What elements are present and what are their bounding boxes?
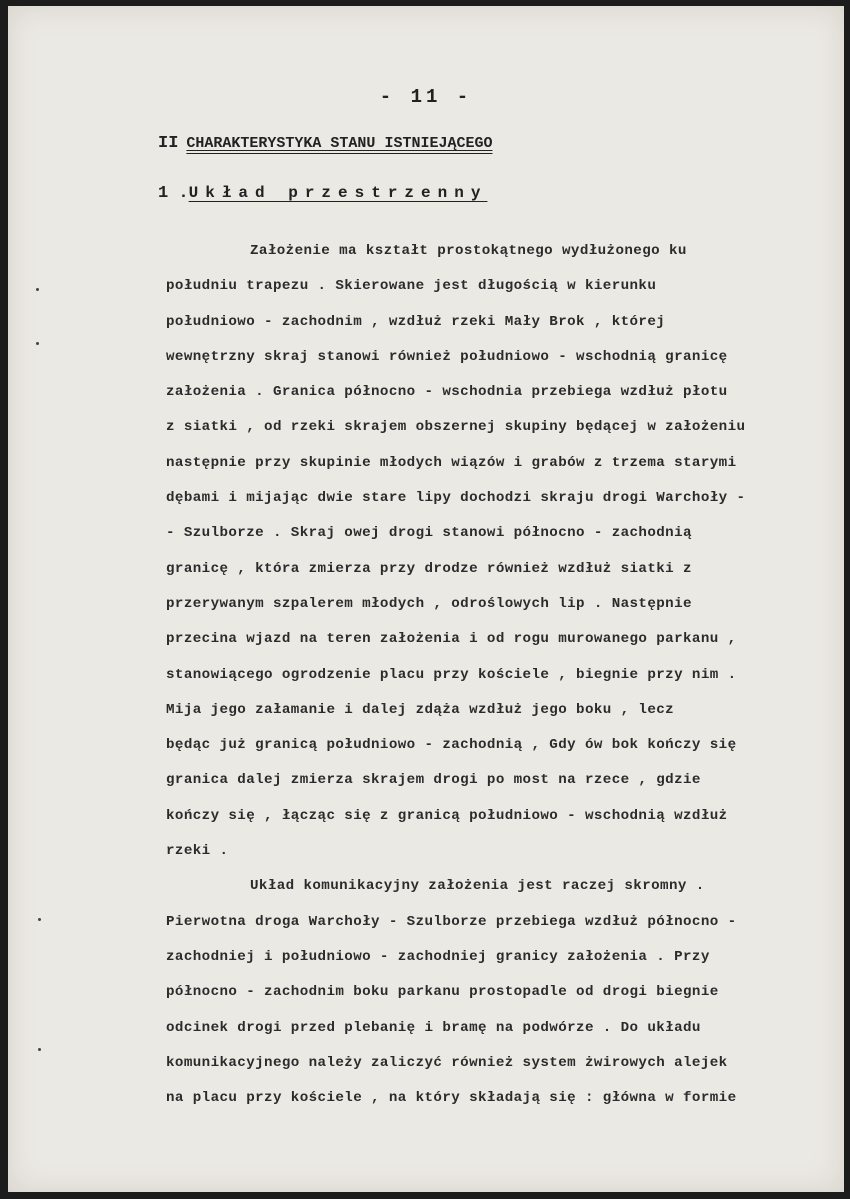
paragraph-2-line: zachodniej i południowo - zachodniej granicy założenia . Przy bbox=[166, 948, 710, 965]
document-page bbox=[8, 6, 844, 1192]
margin-dot-mark bbox=[36, 288, 39, 291]
section-number: II bbox=[158, 134, 179, 153]
paragraph-1-line: południowo - zachodnim , wzdłuż rzeki Mały Brok , której bbox=[166, 313, 666, 330]
paragraph-1-line: założenia . Granica północno - wschodnia przebiega wzdłuż płotu bbox=[166, 384, 728, 401]
paragraph-1-line: granicę , która zmierza przy drodze również wzdłuż siatki z bbox=[166, 560, 692, 577]
paragraph-2-line: odcinek drogi przed plebanię i bramę na podwórze . Do układu bbox=[166, 1019, 701, 1036]
section-heading bbox=[158, 134, 492, 153]
margin-dot-mark bbox=[38, 1048, 41, 1051]
paragraph-2-line: północno - zachodnim boku parkanu prostopadle od drogi biegnie bbox=[166, 984, 719, 1001]
subsection-heading bbox=[158, 184, 487, 203]
section-title: CHARAKTERYSTYKA STANU ISTNIEJĄCEGO bbox=[186, 135, 493, 152]
margin-dot-mark bbox=[38, 918, 41, 921]
paragraph-1-line: - Szulborze . Skraj owej drogi stanowi północno - zachodnią bbox=[166, 525, 692, 542]
paragraph-1-line: rzeki . bbox=[166, 843, 229, 860]
paragraph-1-line: południu trapezu . Skierowane jest długością w kierunku bbox=[166, 278, 657, 295]
margin-dot-mark bbox=[36, 342, 39, 345]
paragraph-1-line: przerywanym szpalerem młodych , odroślowych lip . Następnie bbox=[166, 595, 692, 612]
paragraph-1-line: kończy się , łącząc się z granicą południowo - wschodnią wzdłuż bbox=[166, 807, 728, 824]
paragraph-1-line: z siatki , od rzeki skrajem obszernej skupiny będącej w założeniu bbox=[166, 419, 746, 436]
paragraph-1-line: dębami i mijając dwie stare lipy dochodzi skraju drogi Warchoły - bbox=[166, 490, 746, 507]
paragraph-1-line: będąc już granicą południowo - zachodnią , Gdy ów bok kończy się bbox=[166, 737, 737, 754]
paragraph-1-line: wewnętrzny skraj stanowi również południowo - wschodnią granicę bbox=[166, 348, 728, 365]
body-text bbox=[166, 234, 842, 1116]
subsection-title: Układ przestrzenny bbox=[188, 184, 488, 202]
subsection-number: 1 . bbox=[158, 184, 189, 203]
paragraph-1-line: stanowiącego ogrodzenie placu przy kościele , biegnie przy nim . bbox=[166, 666, 737, 683]
page-number: - 11 - bbox=[379, 86, 473, 108]
paragraph-1-line: Założenie ma kształt prostokątnego wydłużonego ku bbox=[250, 243, 687, 259]
paragraph-1-line: Mija jego załamanie i dalej zdąża wzdłuż jego boku , lecz bbox=[166, 701, 675, 718]
paragraph-2-line: Pierwotna droga Warchoły - Szulborze przebiega wzdłuż północno - bbox=[166, 913, 737, 930]
paragraph-2-line: komunikacyjnego należy zaliczyć również system żwirowych alejek bbox=[166, 1054, 728, 1071]
paragraph-1-line: granica dalej zmierza skrajem drogi po most na rzece , gdzie bbox=[166, 772, 701, 789]
paragraph-2-line: na placu przy kościele , na który składają się : główna w formie bbox=[166, 1090, 737, 1107]
paragraph-1-line: przecina wjazd na teren założenia i od rogu murowanego parkanu , bbox=[166, 631, 737, 648]
paragraph-2-line: Układ komunikacyjny założenia jest raczej skromny . bbox=[250, 878, 705, 895]
paragraph-1-line: następnie przy skupinie młodych wiązów i grabów z trzema starymi bbox=[166, 454, 737, 471]
